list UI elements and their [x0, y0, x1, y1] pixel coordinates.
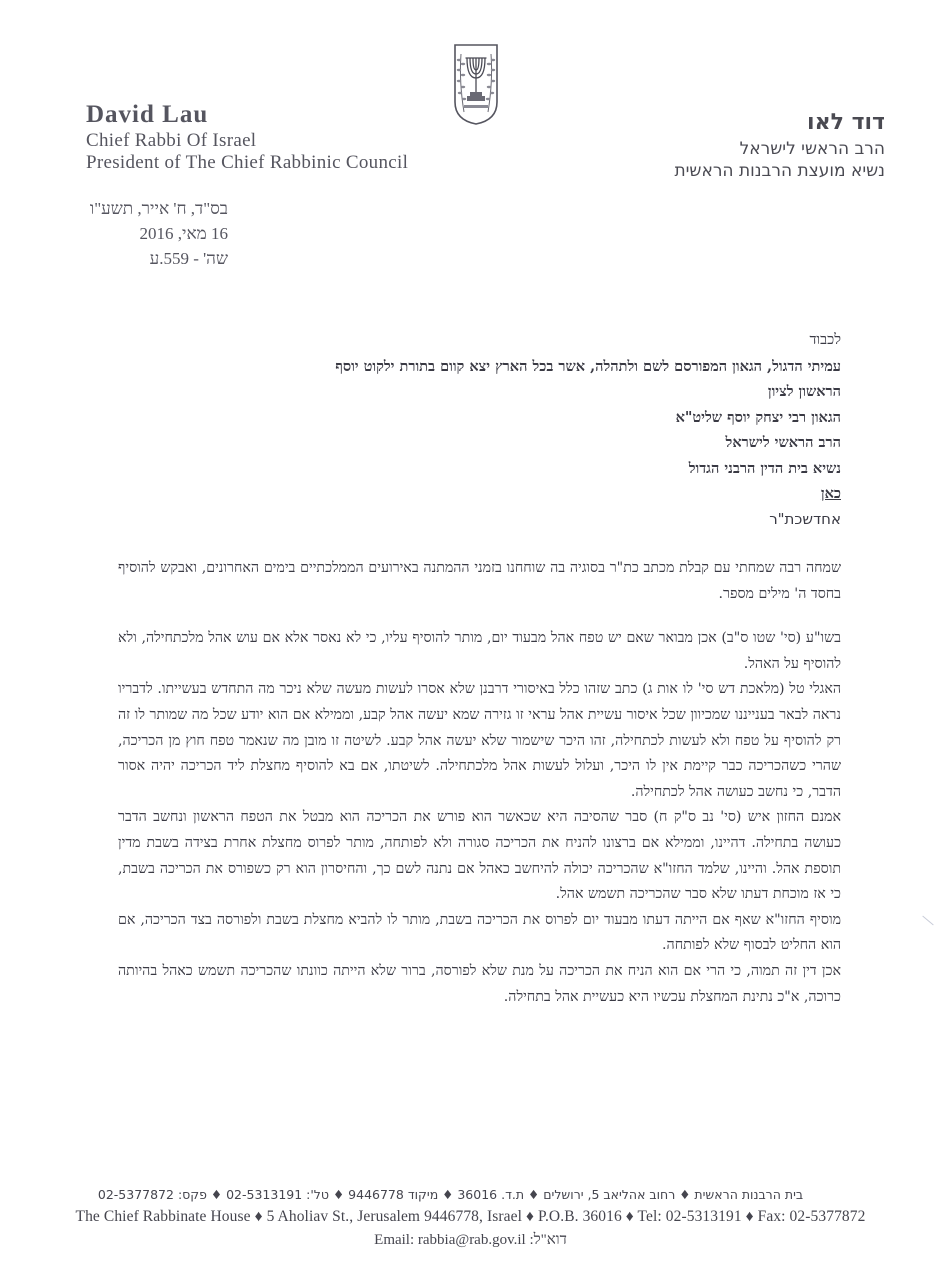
recipient-block [335, 328, 841, 507]
body-paragraph: האגלי טל (מלאכת דש סי' לו אות ג) כתב שזהו כלל באיסורי דרבנן שלא אסרו לעשות מעשה שלא ניכר מה התחדש בעשייתו. לדבריו נראה לבאר בענייננו שמכיוון שכל איסור עשיית אהל עראי זו גזירה שמא יעשה אהל קבע, וממילא אם הוא יודע שכל מה שמותר לו זה רק להוסיף על טפח ולא לעשות לכתחילה, זהו היכר שישמור שלא יעשה אהל קבע. לשיטה זו מובן מה שנאמר טפח חוץ מן הכריכה, שהרי כשהכריכה כבר קיימת אין לו היכר, ועלול לעשות אהל מלכתחילה. לשיטתו, אם בא להוסיף מחצלת ליד הכריכה יהיה אסור הדבר, כי נחשב כעושה אהל לכתחילה. [118, 681, 841, 800]
reference-number: שה' - 559.ע [149, 249, 228, 268]
recipient-line: עמיתי הדגול, הגאון המפורסם לשם ולתהלה, אשר בכל הארץ יצא קוום בתורת ילקוט יוסף [335, 357, 841, 375]
footer-address-english: The Chief Rabbinate House ♦ 5 Aholiav St., Jerusalem 9446778, Israel ♦ P.O.B. 36016 ♦ Tel: 02-5313191 ♦ Fax: 02-5377872 [75, 1208, 866, 1225]
sender-title-hebrew: הרב הראשי לישראל [739, 139, 885, 159]
gregorian-date: 16 מאי, 2016 [139, 224, 228, 243]
sender-name-english: David Lau [86, 101, 209, 128]
letterhead-english [86, 100, 408, 174]
salutation: לכבוד [809, 332, 841, 348]
body-paragraph: מוסיף החזו"א שאף אם הייתה דעתו מבעוד יום לפרוס את הכריכה בשבת, מותר לו להביא מחצלת בשבת ולפורסה בצד הכריכה, אם הוא החליט לבסוף שלא לפותחה. [118, 911, 841, 954]
sender-position-english: President of The Chief Rabbinic Council [86, 152, 409, 173]
body-paragraph: שמחה רבה שמחתי עם קבלת מכתב כת"ר בסוגיה בה שוחחנו בזמני ההמתנה באירועים הממלכתיים בימים האחרונים, ואבקש להוסיף בחסד ה' מילים מספר. [118, 560, 841, 602]
recipient-line: הרב הראשי לישראל [725, 434, 841, 451]
menorah-emblem-icon [452, 42, 500, 126]
letterhead-hebrew [674, 108, 885, 182]
greeting: אחדשכת"ר [769, 510, 841, 528]
footer-email: Email: rabbia@rab.gov.il :דוא"ל [374, 1232, 567, 1248]
body-paragraph: אמנם החזון איש (סי' נב ס"ק ח) סבר שהסיבה היא שכאשר הוא פורש את הכריכה הוא מבטל את הטפח הראשון ונחשב הדבר כעושה בתחילה. דהיינו, וממילא אם ברצונו להניח את הכריכה סגורה ולא לפותחה, מותר לפרוס מחצלת אחרת בצידה בשבת מדין תוספת אהל. והיינו, שלמד החזו"א שהכריכה יכולה להיחשב כאהל אם נתנה לשם כך, והחיסרון הוא רק כשפורס את הכריכה בשבת, כי אז מוכחת דעתו שלא סבר שהכריכה תשמש אהל. [118, 809, 841, 903]
recipient-location: כאן [820, 485, 841, 502]
footer [0, 1185, 941, 1251]
letter-body [118, 556, 841, 1010]
scan-mark [922, 916, 933, 926]
hebrew-date: בס"ד, ח' אייר, תשע"ו [89, 199, 228, 218]
sender-position-hebrew: נשיא מועצת הרבנות הראשית [674, 161, 885, 181]
recipient-line: נשיא בית הדין הרבני הגדול [688, 459, 841, 477]
body-paragraph: אכן דין זה תמוה, כי הרי אם הוא הניח את הכריכה על מנת שלא לפורסה, ברור שלא הייתה כוונתו שהכריכה תשמש כאהל בהיותה כרוכה, א"כ נתינת המחצלת עכשיו היא כעשיית אהל בתחילה. [118, 962, 841, 1005]
sender-name-hebrew: דוד לאו [807, 110, 885, 135]
recipient-line: הראשון לציון [767, 383, 841, 400]
date-block [89, 196, 228, 271]
recipient-line: הגאון רבי יצחק יוסף שליט"א [675, 408, 841, 426]
footer-address-hebrew: בית הרבנות הראשית ♦ רחוב אהליאב 5, ירושלים ♦ ת.ד. 36016 ♦ מיקוד 9446778 ♦ טל': 02-5313191 ♦ פקס: 02-5377872 [97, 1187, 804, 1202]
sender-title-english: Chief Rabbi Of Israel [86, 130, 257, 151]
body-paragraph: בשו"ע (סי' שטו ס"ב) אכן מבואר שאם יש טפח אהל מבעוד יום, מותר להוסיף עליו, כי לא נאסר אלא אם עוש אהל מלכתחילה, ולא להוסיף על האהל. [118, 630, 841, 672]
